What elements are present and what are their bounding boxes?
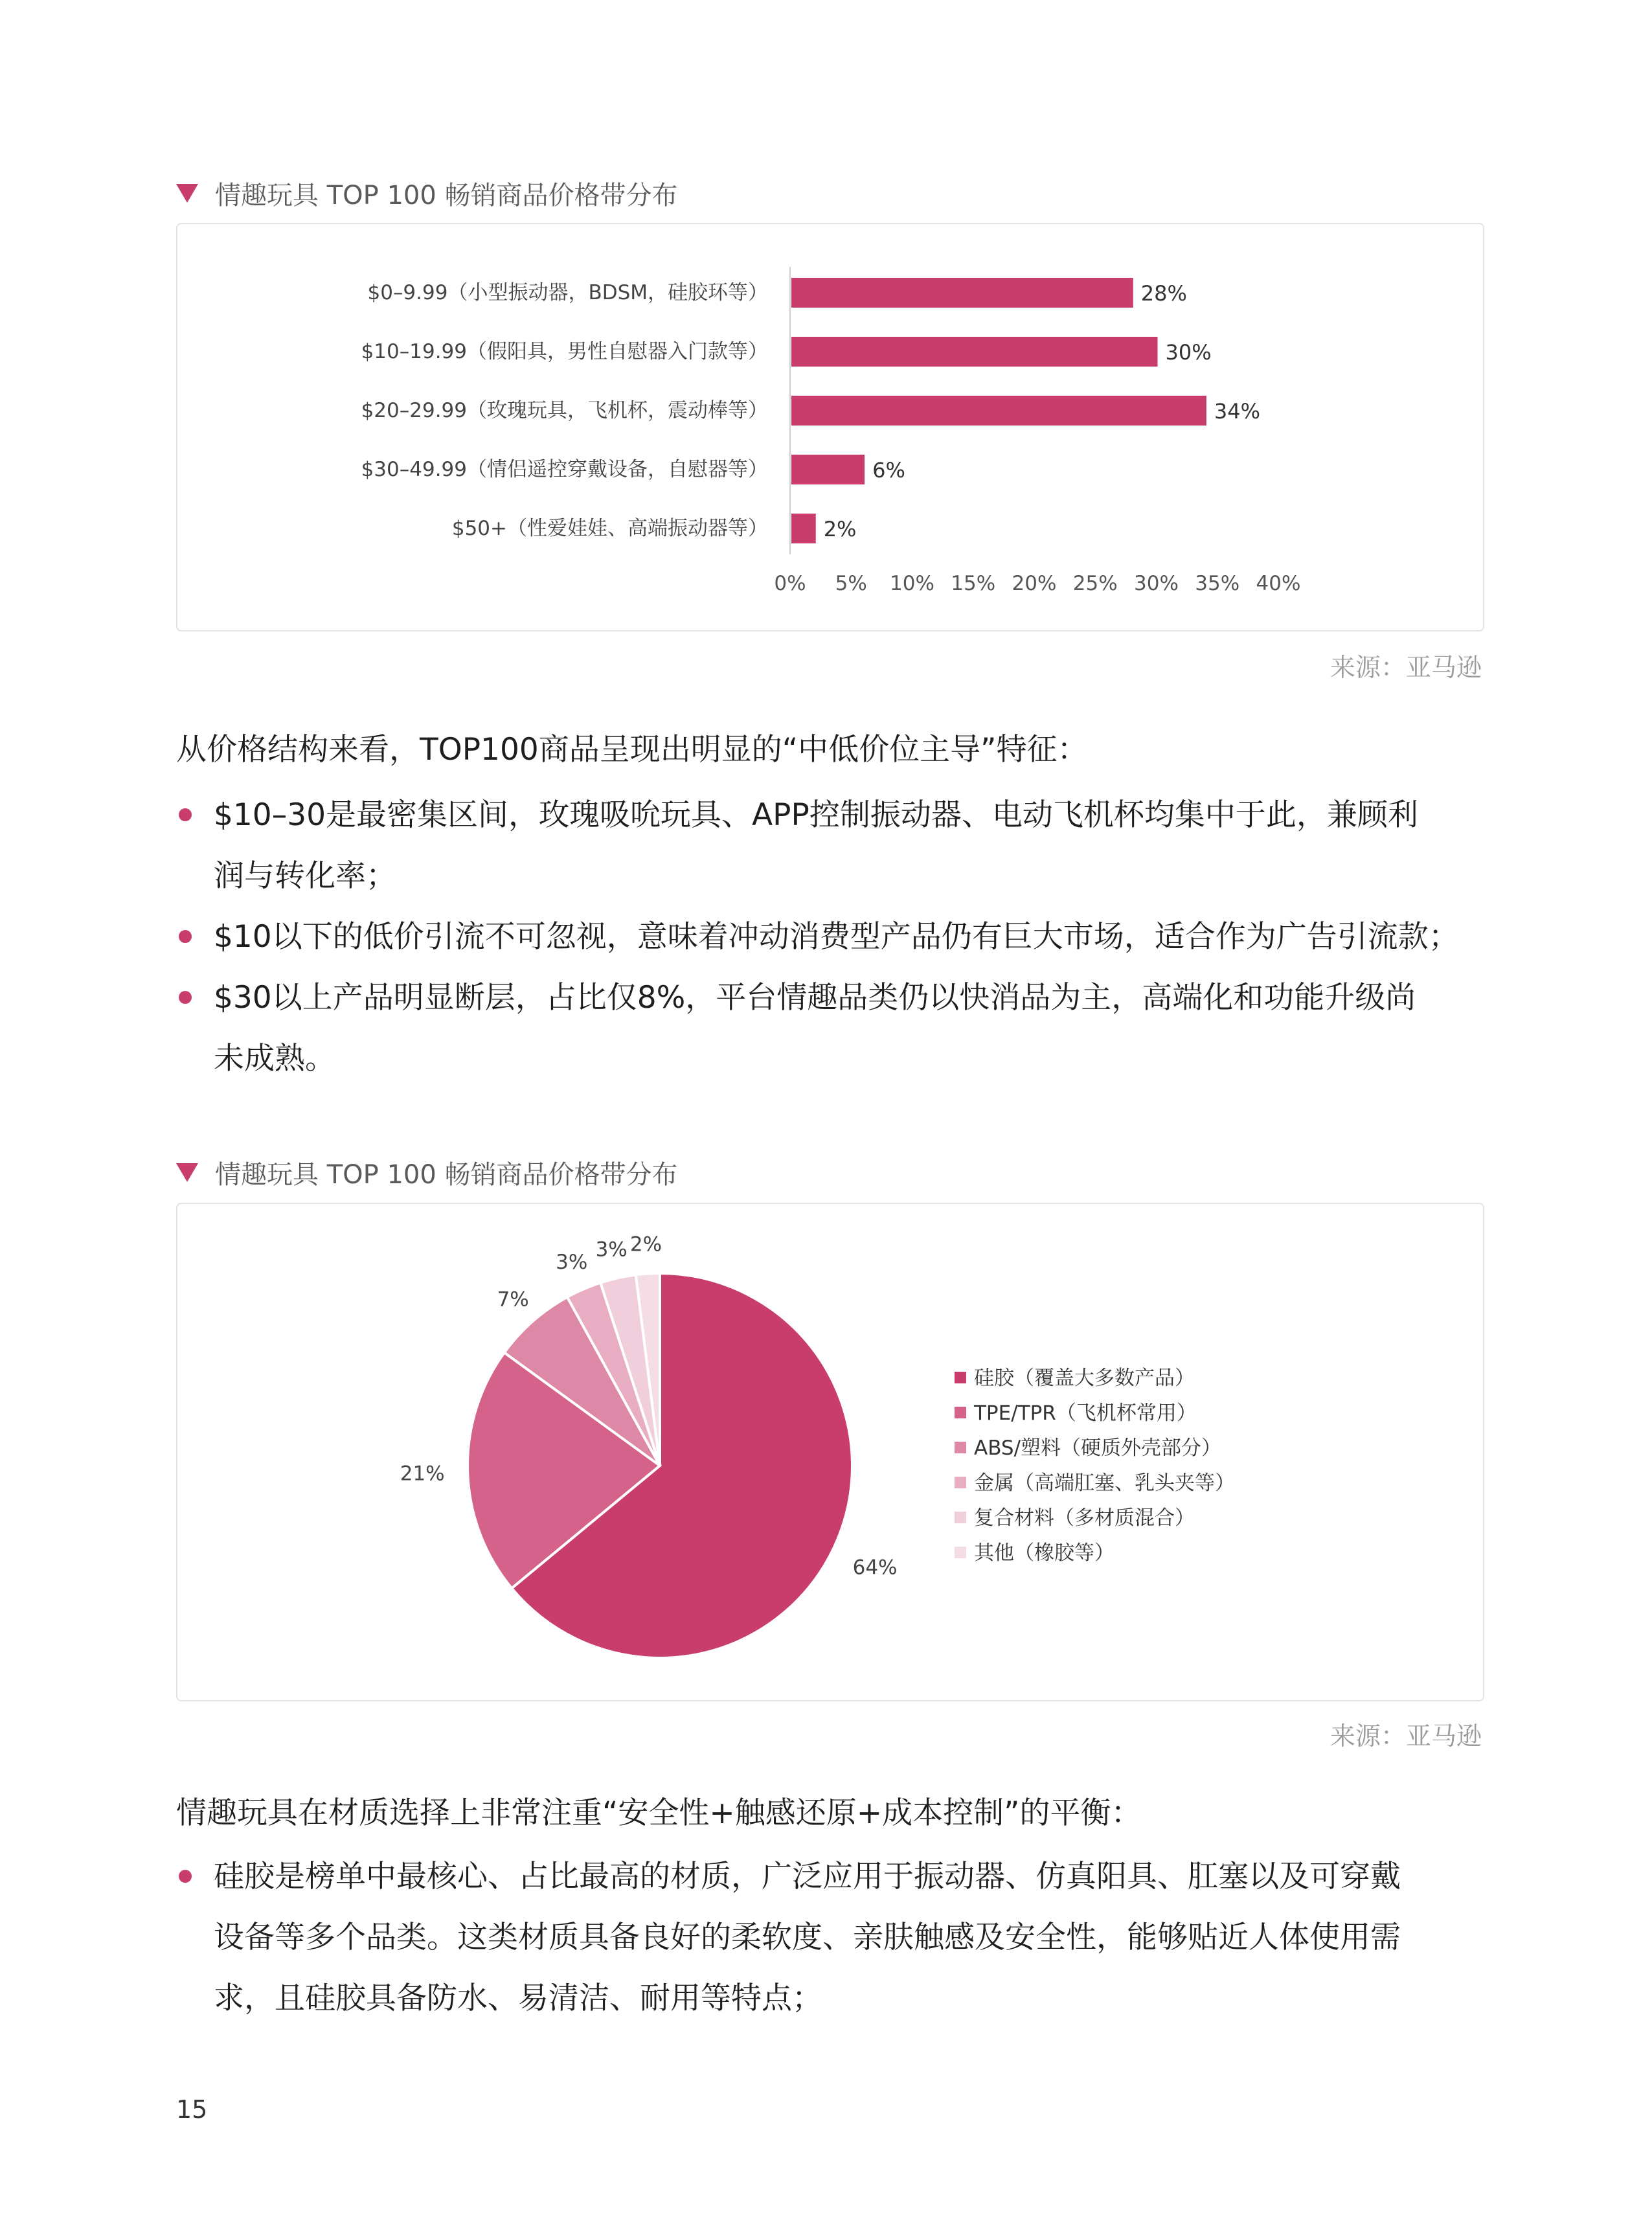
x-tick-label: 30% [1134,572,1179,595]
bar [791,337,1158,367]
pie-chart [177,1204,1483,1700]
bar-value-label: 30% [1165,340,1212,365]
x-tick-label: 20% [1012,572,1057,595]
bar-category-label: $30–49.99（情侣遥控穿戴设备，自慰器等） [361,458,768,481]
bar [791,396,1206,426]
x-tick-label: 10% [890,572,934,595]
bar-value-label: 2% [823,517,857,541]
bar-chart-box [176,223,1484,631]
section-title-price-band [176,175,678,212]
bullet-line: 求，且硅胶具备防水、易清洁、耐用等特点； [214,1981,822,2016]
pie-value-label: 64% [852,1556,898,1580]
bar-category-label: $10–19.99（假阳具，男性自慰器入门款等） [361,340,768,363]
x-tick-label: 5% [835,572,867,595]
bullet-line: 润与转化率； [214,858,396,894]
page-number: 15 [176,2095,208,2124]
bar-value-label: 6% [872,458,905,483]
bullet-dot [179,930,192,943]
bullet-line: $30以上产品明显断层，占比仅8%，平台情趣品类仍以快消品为主，高端化和功能升级尚 [214,980,1416,1016]
bar-value-label: 28% [1140,281,1187,306]
legend-label: 其他（橡胶等） [974,1541,1115,1565]
pie-value-label: 21% [400,1462,445,1486]
list-item [176,968,1484,1089]
triangle-down-icon [176,1163,198,1182]
triangle-down-icon [176,184,198,203]
bullet-dot [179,808,192,821]
pie-value-label: 3% [556,1251,588,1275]
legend-label: 复合材料（多材质混合） [974,1506,1195,1530]
bullet-line: 未成熟。 [214,1041,335,1076]
x-tick-label: 0% [774,572,806,595]
chart-source: 来源：亚马逊 [1330,1722,1482,1751]
section-title-text: 情趣玩具 TOP 100 畅销商品价格带分布 [215,1160,678,1190]
x-tick-label: 40% [1256,572,1301,595]
chart-source: 来源：亚马逊 [1330,653,1482,683]
bullet-dot [179,1870,192,1883]
pie-value-label: 3% [595,1238,628,1262]
x-tick-label: 25% [1072,572,1118,595]
list-item [176,1846,1484,2029]
bar-category-label: $50+（性爱娃娃、高端振动器等） [451,517,768,540]
pie-chart-box [176,1203,1484,1701]
list-item [176,907,1484,968]
section-title-text: 情趣玩具 TOP 100 畅销商品价格带分布 [215,181,678,210]
bar [791,514,816,543]
bullet-line: $10–30是最密集区间，玫瑰吸吮玩具、APP控制振动器、电动飞机杯均集中于此，兼顾利 [214,797,1418,833]
legend-label: 硅胶（覆盖大多数产品） [974,1367,1195,1390]
legend-swatch [955,1407,966,1418]
bullet-dot [179,991,192,1004]
pie-value-label: 2% [629,1232,662,1256]
legend-swatch [955,1442,966,1453]
bullet-line: 设备等多个品类。这类材质具备良好的柔软度、亲肤触感及安全性，能够贴近人体使用需 [214,1920,1401,1955]
legend-label: 金属（高端肛塞、乳头夹等） [974,1471,1235,1495]
x-tick-label: 35% [1195,572,1240,595]
bar [791,455,865,484]
legend-swatch [955,1372,966,1383]
list-item [176,785,1484,907]
bar-category-label: $20–29.99（玫瑰玩具，飞机杯，震动棒等） [361,399,768,422]
legend-swatch [955,1547,966,1558]
legend-label: ABS/塑料（硬质外壳部分） [974,1437,1222,1460]
legend-swatch [955,1512,966,1523]
bar-category-label: $0–9.99（小型振动器，BDSM，硅胶环等） [367,281,768,304]
analysis-heading: 从价格结构来看，TOP100商品呈现出明显的“中低价位主导”特征： [176,732,1088,767]
legend-swatch [955,1477,966,1488]
material-heading: 情趣玩具在材质选择上非常注重“安全性+触感还原+成本控制”的平衡： [176,1795,1142,1831]
bullet-line: 硅胶是榜单中最核心、占比最高的材质，广泛应用于振动器、仿真阳具、肛塞以及可穿戴 [214,1859,1401,1894]
bullet-line: $10以下的低价引流不可忽视，意味着冲动消费型产品仍有巨大市场，适合作为广告引流款； [214,919,1459,955]
pie-value-label: 7% [497,1288,529,1312]
bar [791,278,1133,308]
bar-chart [177,224,1483,630]
legend-label: TPE/TPR（飞机杯常用） [974,1402,1197,1425]
section-title-material [176,1154,678,1191]
bar-value-label: 34% [1214,399,1261,424]
x-tick-label: 15% [951,572,996,595]
